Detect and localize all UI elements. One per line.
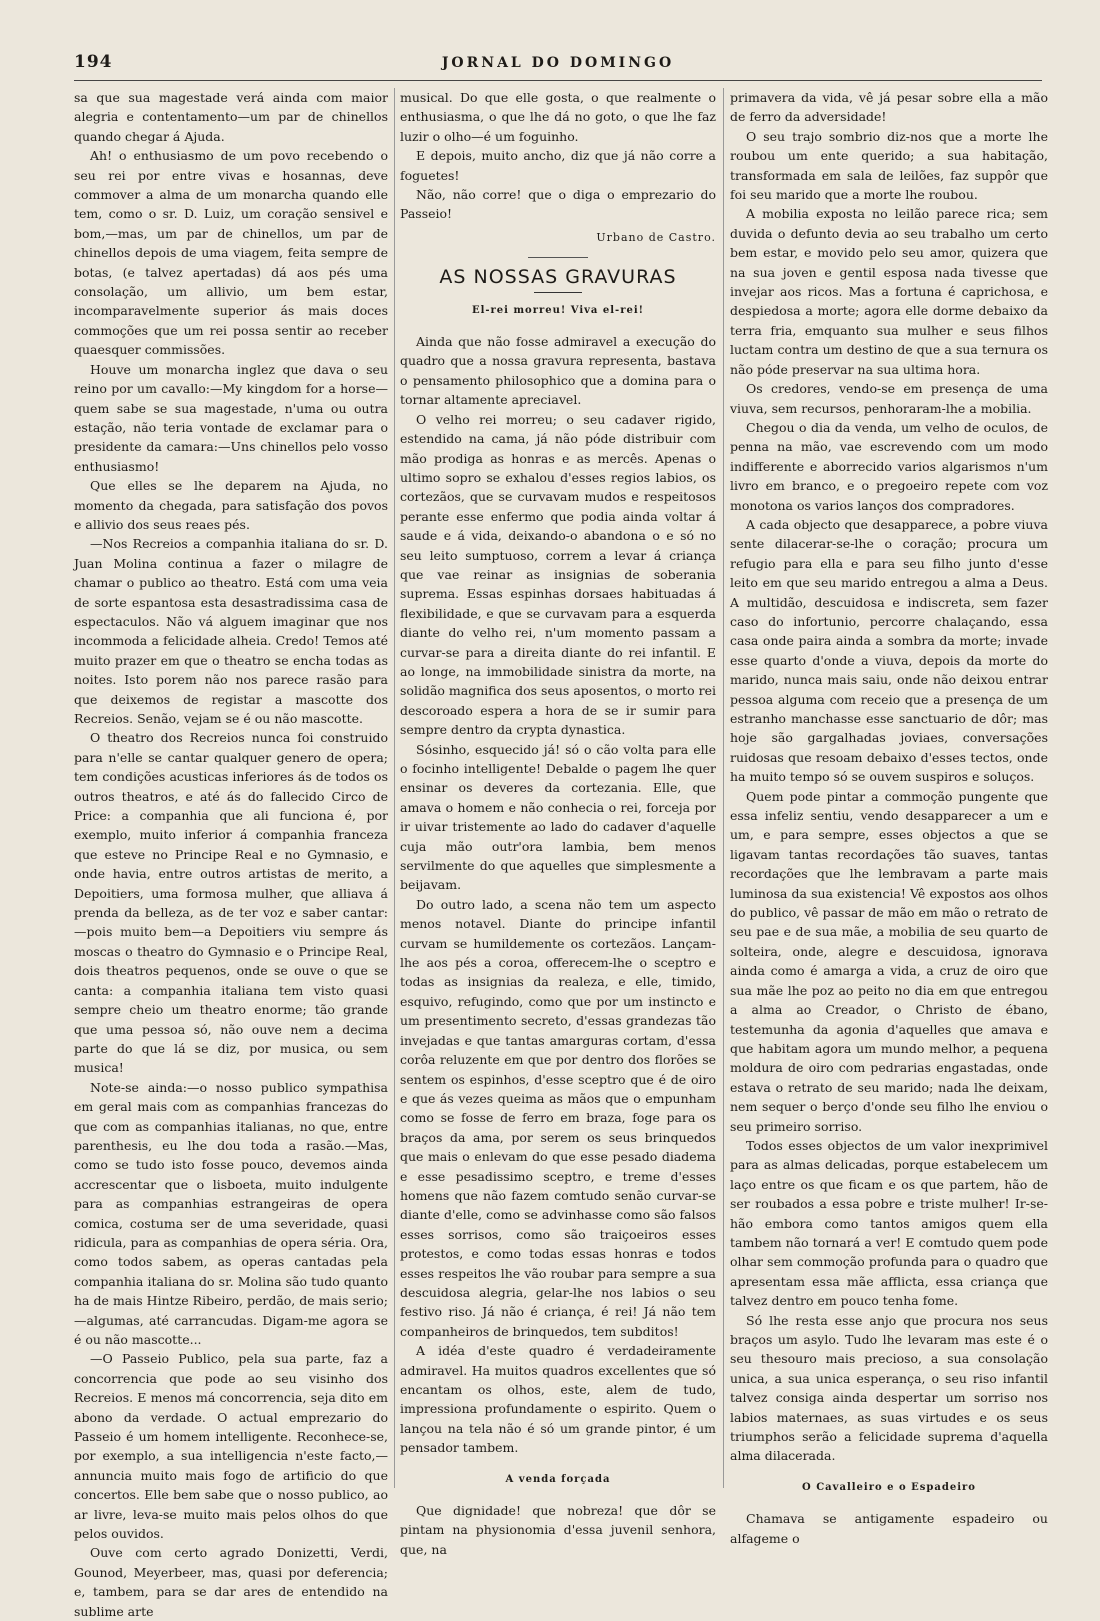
- column-2: [400, 88, 716, 1557]
- page-number: 194: [74, 52, 113, 72]
- paragraph: Chegou o dia da venda, um velho de oculos, de penna na mão, vae escrevendo com um modo indifferente e aborrecido varios algarismos n'um livro em branco, e o pregoeiro repete com voz monotona os varios lanços dos compradores.: [730, 419, 1048, 513]
- column-1: [74, 88, 388, 1619]
- paragraph: primavera da vida, vê já pesar sobre ella a mão de ferro da adversidade!: [730, 90, 1048, 125]
- paragraph: Que dignidade! que nobreza! que dôr se pintam na physionomia d'essa juvenil senhora, que, na: [400, 1503, 716, 1557]
- section-title: AS NOSSAS GRAVURAS: [439, 266, 677, 289]
- paragraph: Não, não corre! que o diga o emprezario do Passeio!: [400, 187, 716, 222]
- header-rule: [74, 80, 1042, 81]
- journal-title: JORNAL DO DOMINGO: [441, 55, 675, 71]
- paragraph: Ouve com certo agrado Donizetti, Verdi, Gounod, Meyerbeer, mas, quasi por deferencia; e, tambem, para se dar ares de entendido na sublime arte: [74, 1545, 388, 1619]
- paragraph: Quem pode pintar a commoção pungente que essa infeliz sentiu, vendo desapparecer a um e um, e para sempre, esses objectos a que se ligavam tantas recordações tão suaves, tantas recordações que lhe lembravam a parte mais luminosa da sua existencia! Vê expostos aos olhos do publico, vê passar de mão em mão o retrato de seu pae e de sua mãe, a mobilia de seu quarto de solteira, onde, alegre e descuidosa, ignorava ainda como é amarga a vida, a cruz de oiro que sua mãe lhe poz ao peito no dia em que entregou a alma ao Creador, o Christo de ébano, testemunha da agonia d'aquelles que amava e que habitam agora um mundo melhor, a pequena moldura de oiro com pedrarias engastadas, onde estava o retrato de seu marido; nada lhe deixam, nem sequer o berço d'onde seu filho lhe enviou o seu primeiro sorriso.: [730, 788, 1048, 1134]
- paragraph: Do outro lado, a scena não tem um aspecto menos notavel. Diante do principe infantil curvam se humildemente os cortezãos. Lançam-lhe aos pés a coroa, offerecem-lhe o sceptro e todas as insignias da realeza, e elle, timido, esquivo, refugindo, como que por um instincto e um presentimento secreto, d'essas grandezas tão invejadas e que tantas amarguras cortam, d'essa corôa reluzente em que por dentro dos florões se sentem os espinhos, d'esse sceptro que é de oiro e que ás vezes queima as mãos que o empunham como se fosse de ferro em braza, foge para os braços da ama, por serem os seus brinquedos que mais o enlevam do que esse pesado diadema e esse pesadissimo sceptro, e treme d'esses homens que não fazem comtudo senão curvar-se diante d'elle, como se advinhasse como são falsos esses sorrisos, como são traiçoeiros esses protestos, e como todas essas honras e todos esses respeitos lhe vão roubar para sempre a sua descuidosa alegria, gelar-lhe nos labios o seu festivo riso. Já não é criança, é rei! Já não tem companheiros de brinquedos, tem subditos!: [400, 896, 716, 1339]
- paragraph: Ainda que não fosse admiravel a execução do quadro que a nossa gravura representa, bastava o pensamento philosophico que a domina para o tornar altamente apreciavel.: [400, 334, 716, 408]
- paragraph: Sósinho, esquecido já! só o cão volta para elle o focinho intelligente! Debalde o pagem lhe quer ensinar os deveres da cortezania. Elle, que amava o homem e não conhecia o rei, forceja por ir uivar tristemente ao lado do cadaver d'aquelle cuja mão outr'ora lambia, bem menos servilmente do que aquelles que simplesmente a beijavam.: [400, 741, 716, 893]
- column-divider: [394, 88, 395, 1488]
- author-signature: Urbano de Castro.: [596, 230, 716, 244]
- page-header: [74, 52, 1042, 82]
- ornament-divider: [528, 257, 588, 258]
- paragraph: Todos esses objectos de um valor inexprimivel para as almas delicadas, porque estabelecem um laço entre os que ficam e os que partem, hão de ser roubados a essa pobre e triste mulher! Ir-se-hão embora como tantos amigos quem ella tambem não tornará a ver! E comtudo quem pode olhar sem commoção profunda para o quadro que apresentam essa mãe afflicta, essa criança que talvez dentro em pouco tenha fome.: [730, 1137, 1048, 1309]
- column-2-section: [400, 332, 716, 1458]
- column-3: [730, 88, 1048, 1546]
- engraving-title-1: El-rei morreu! Viva el-rei!: [471, 304, 645, 316]
- column-1-body: [74, 88, 388, 1621]
- paragraph: Só lhe resta esse anjo que procura nos seus braços um asylo. Tudo lhe levaram mas este é o seu thesouro mais precioso, a sua consolação unica, a sua unica esperança, o seu riso infantil talvez consiga ainda despertar um sorriso nos labios maternaes, as suas virtudes e os seus triumphos serão a felicidade suprema d'aquella alma dilacerada.: [730, 1312, 1048, 1464]
- paragraph: Houve um monarcha inglez que dava o seu reino por um cavallo:—My kingdom for a horse—quem sabe se sua magestade, n'uma ou outra estação, não teria vontade de exclamar para o presidente da camara:—Uns chinellos pelo vosso enthusiasmo!: [74, 361, 388, 474]
- paragraph: Os credores, vendo-se em presença de uma viuva, sem recursos, penhoraram-lhe a mobilia.: [730, 381, 1048, 416]
- paragraph: O seu trajo sombrio diz-nos que a morte lhe roubou um ente querido; a sua habitação, transformada em sala de leilões, faz suppôr que foi seu marido que a morte lhe roubou.: [730, 128, 1048, 203]
- engraving-title-2: A venda forçada: [505, 1473, 611, 1485]
- paragraph: —O Passeio Publico, pela sua parte, faz a concorrencia que pode ao seu visinho dos Recreios. E menos má concorrencia, seja dito em abono da verdade. O actual emprezario do Passeio é um homem intelligente. Reconhece-se, por exemplo, a sua intelligencia n'este facto,—annuncia muito mais fogo de artificio do que concertos. Elle bem sabe que o nosso publico, ao ar livre, leva-se muito mais pelos olhos do que pelos ouvidos.: [74, 1351, 388, 1542]
- paragraph: musical. Do que elle gosta, o que realmente o enthusiasma, o que lhe dá no goto, o que lhe faz luzir o olho—é um foguinho.: [400, 90, 716, 144]
- paragraph: —Nos Recreios a companhia italiana do sr. D. Juan Molina continua a fazer o milagre de chamar o publico ao theatro. Está com uma veia de sorte espantosa esta desastradissima casa de espectaculos. Não vá alguem imaginar que nos incommoda a felicidade alheia. Credo! Temos até muito prazer em que o theatro se encha todas as noites. Isto porem não nos parece rasão para que deixemos de registar a mascotte dos Recreios. Senão, vejam se é ou não mascotte.: [74, 536, 388, 726]
- paragraph: Ah! o enthusiasmo de um povo recebendo o seu rei por entre vivas e hosannas, deve commover a alma de um monarcha quando elle tem, como o sr. D. Luiz, um coração sensivel e bom,—mas, um par de chinellos, um par de chinellos depois de uma viagem, feita sempre de botas, (e talvez apertadas) dá aos pés uma consolação, um allivio, um bem estar, incomparavelmente superior ás mais doces commoções que um rei possa sentir ao receber quaesquer commissões.: [74, 148, 388, 358]
- paragraph: O velho rei morreu; o seu cadaver rigido, estendido na cama, já não póde distribuir com mão prodiga as honras e as mercês. Apenas o ultimo sopro se exhalou d'esses regios labios, os cortezãos, que se curvavam mudos e respeitosos perante esse enfermo que podia ainda voltar á saude e á vida, deixando-o abandona o e só no seu leito sumptuoso, correm a levar á criança que vae reinar as insignias de soberania suprema. Essas espinhas dorsaes habituadas á flexibilidade, e que se curvavam para a esquerda diante do velho rei, n'um momento passam a curvar-se para a direita diante do rei infantil. E ao longe, na immobilidade sinistra da morte, na solidão magnifica dos seus aposentos, o morto rei descoroado espera a hora de se ir sumir para sempre dentro da crypta dynastica.: [400, 411, 716, 738]
- paragraph: A idéa d'este quadro é verdadeiramente admiravel. Ha muitos quadros excellentes que só encantam os olhos, este, alem de tudo, impressiona profundamente o espirito. Quem o lançou na tela não é só um grande pintor, é um pensador tambem.: [400, 1343, 716, 1456]
- column-3-body: [730, 88, 1048, 1466]
- column-3-end: [730, 1509, 1048, 1548]
- paragraph: A mobilia exposta no leilão parece rica; sem duvida o defunto devia ao seu trabalho um certo bem estar, e movido pelo seu amor, quizera que na sua joven e gentil esposa nada tivesse que invejar aos ricos. Mas a fortuna é caprichosa, e despiedosa a morte; agora elle dorme debaixo da terra fria, emquanto sua mulher e seus filhos luctam contra um destino de que a sua ternura os não póde preservar na sua ultima hora.: [730, 206, 1048, 377]
- column-divider: [723, 88, 724, 1488]
- engraving-title-3: O Cavalleiro e o Espadeiro: [802, 1481, 976, 1493]
- column-2-top: [400, 88, 716, 224]
- paragraph: Note-se ainda:—o nosso publico sympathisa em geral mais com as companhias francezas do que com as companhias italianas, no que, entre parenthesis, eu lhe dou toda a rasão.—Mas, como se tudo isto fosse pouco, devemos ainda accrescentar que o lisboeta, muito indulgente para as companhias estrangeiras de opera comica, costuma ser de uma severidade, quasi ridicula, para as companhias de opera séria. Ora, como todos sabem, as operas cantadas pela companhia italiana do sr. Molina são tudo quanto ha de mais Hintze Ribeiro, perdão, de mais serio;—algumas, até carrancudas. Digam-me agora se é ou não mascotte...: [74, 1079, 388, 1347]
- paragraph: A cada objecto que desapparece, a pobre viuva sente dilacerar-se-lhe o coração; procura um refugio para ella e para seu filho junto d'esse leito em que seu marido entregou a alma a Deus. A multidão, descuidosa e indiscreta, sem fazer caso do infortunio, percorre chalaçando, essa casa onde paira ainda a sombra da morte; invade esse quarto d'onde a viuva, depois da morte do marido, nunca mais saiu, onde não deixou entrar pessoa alguma com receio que a presença de um estranho manchasse esse sanctuario de dôr; mas hoje são gargalhadas joviaes, conversações ruidosas que resoam debaixo d'esses tectos, onde ha muito tempo só se ouvem suspiros e soluços.: [730, 516, 1048, 785]
- paragraph: Chamava se antigamente espadeiro ou alfageme o: [730, 1511, 1048, 1546]
- paragraph: E depois, muito ancho, diz que já não corre a foguetes!: [400, 148, 716, 183]
- paragraph: Que elles se lhe deparem na Ajuda, no momento da chegada, para satisfação dos povos e allivio dos seus reaes pés.: [74, 478, 388, 532]
- title-rule: [534, 292, 582, 293]
- paragraph: O theatro dos Recreios nunca foi construido para n'elle se cantar qualquer genero de opera; tem condições acusticas inferiores ás de todos os outros theatros, e até ás do fallecido Circo de Price: a companhia que ali funciona é, por exemplo, muito inferior á companhia franceza que esteve no Principe Real e no Gymnasio, e onde havia, entre outros artistas de merito, a Depoitiers, uma formosa mulher, que alliava á prenda da belleza, as de ter voz e saber cantar:—pois muito bem—a Depoitiers viu sempre ás moscas o theatro do Gymnasio e o Principe Real, dois theatros pequenos, onde se ouve o que se canta: a companhia italiana tem visto quasi sempre cheio um theatro enorme; tão grande que uma pessoa só, não ouve nem a decima parte do que lá se diz, por musica, ou sem musica!: [74, 730, 388, 1076]
- paragraph: sa que sua magestade verá ainda com maior alegria e contentamento—um par de chinellos quando chegar á Ajuda.: [74, 90, 388, 144]
- column-2-end: [400, 1501, 716, 1559]
